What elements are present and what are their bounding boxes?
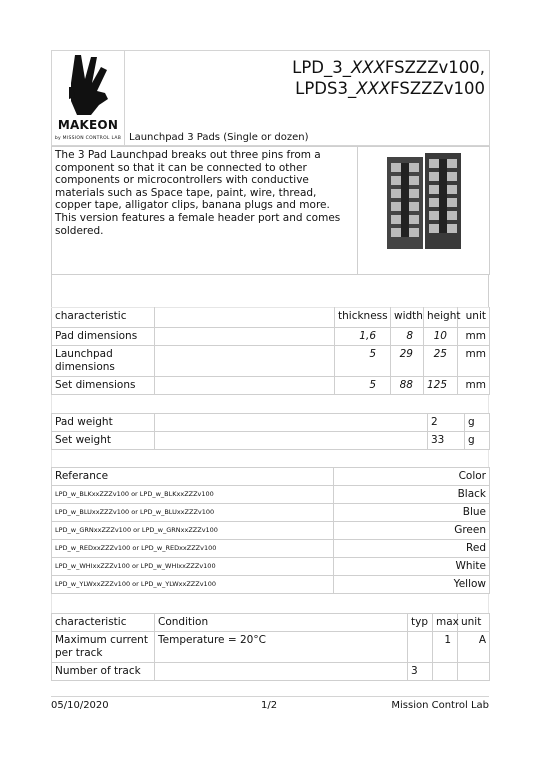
dimensions-table	[51, 307, 490, 395]
elec-header-max: max	[433, 614, 458, 632]
datasheet	[51, 50, 489, 681]
table-row: Maximum current per track Temperature = 20°C 1 A	[52, 632, 490, 663]
ref-header: Referance	[52, 468, 334, 486]
hand-logo-icon	[61, 53, 115, 117]
elec-header-unit: unit	[458, 614, 490, 632]
table-row: Pad dimensions 1,6 8 10 mm	[52, 328, 490, 346]
spacer	[51, 275, 489, 307]
footer-divider	[51, 696, 489, 697]
title-area	[125, 51, 490, 146]
footer-date: 05/10/2020	[51, 700, 109, 711]
table-row: Set dimensions 5 88 125 mm	[52, 377, 490, 395]
brand-subtitle: by MISSION CONTROL LAB	[54, 136, 122, 141]
elec-header-condition: Condition	[155, 614, 408, 632]
brand-name: MAKEON	[57, 118, 119, 132]
description-table	[51, 146, 490, 275]
table-row: Launchpad dimensions 5 29 25 mm	[52, 346, 490, 377]
table-row: LPD_w_YLWxxZZZv100 or LPD_w_YLWxxZZZv100 Yellow	[52, 576, 490, 594]
product-subtitle: Launchpad 3 Pads (Single or dozen)	[129, 132, 309, 143]
header-table	[51, 50, 490, 146]
footer-page: 1/2	[261, 700, 278, 711]
product-image	[358, 147, 490, 275]
table-row: LPD_w_BLKxxZZZv100 or LPD_w_BLKxxZZZv100 Black	[52, 486, 490, 504]
electrical-table	[51, 613, 490, 681]
dim-header-characteristic: characteristic	[52, 308, 155, 328]
table-row: Pad weight 2 g	[52, 414, 490, 432]
dim-header-width: width	[391, 308, 424, 328]
dim-header-unit: unit	[458, 308, 490, 328]
table-row: LPD_w_WHIxxZZZv100 or LPD_w_WHIxxZZZv100 White	[52, 558, 490, 576]
color-header: Color	[334, 468, 490, 486]
dim-header-thickness: thickness	[335, 308, 391, 328]
table-row: Set weight 33 g	[52, 432, 490, 450]
reference-table	[51, 467, 490, 594]
logo	[52, 51, 125, 146]
table-row: Number of track 3	[52, 663, 490, 681]
elec-header-typ: typ	[408, 614, 433, 632]
elec-header-characteristic: characteristic	[52, 614, 155, 632]
table-row: LPD_w_BLUxxZZZv100 or LPD_w_BLUxxZZZv100 Blue	[52, 504, 490, 522]
launchpad-photo-icon	[385, 151, 463, 255]
footer-company: Mission Control Lab	[391, 700, 489, 711]
description: The 3 Pad Launchpad breaks out three pins from a component so that it can be connected to other components or microcontrollers with conductive materials such as Space tape, paint, wire, thread, copper tape, alligator clips, banana plugs and more. This version features a female header port and comes soldered.	[52, 147, 358, 275]
table-row: LPD_w_GRNxxZZZv100 or LPD_w_GRNxxZZZv100 Green	[52, 522, 490, 540]
product-code: LPD_3_XXXFSZZZv100, LPDS3_XXXFSZZZv100	[292, 58, 485, 98]
table-row: LPD_w_REDxxZZZv100 or LPD_w_REDxxZZZv100 Red	[52, 540, 490, 558]
dim-header-height: height	[424, 308, 458, 328]
weight-table	[51, 413, 490, 450]
